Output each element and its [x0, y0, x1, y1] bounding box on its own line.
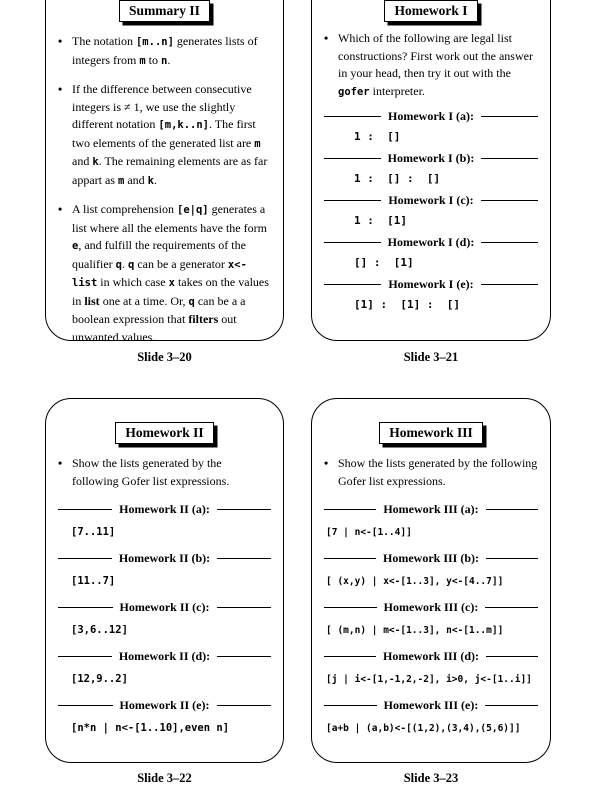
code-expression: 1 : [] : []	[354, 172, 441, 185]
code-expression: [12,9..2]	[71, 673, 128, 685]
slide-body	[312, 30, 550, 311]
rule-line	[58, 558, 112, 559]
slide-body	[312, 455, 550, 735]
slide-title-box	[384, 0, 477, 22]
rule-line	[58, 509, 112, 510]
bullet-item	[58, 201, 271, 346]
slide-caption: Slide 3–20	[137, 350, 192, 364]
slide-caption: Slide 3–22	[137, 771, 192, 785]
bullet-icon: •	[58, 456, 63, 470]
bullet-text: Which of the following are legal list constructions? First work out the answer in your head, then try it out with the gofer interpreter.	[338, 31, 533, 98]
bullet-text: Show the lists generated by the following Gofer list expressions.	[338, 456, 538, 488]
rule-line	[217, 509, 271, 510]
bullet-text: A list comprehension [e|q] generates a list where all the elements have the form e, and fulfill the requirements of the qualifier q. q can be a generator x<-list in which case x takes on the values in list one at a time. Or, q can be a a boolean expression that filters out unwanted values.	[72, 202, 269, 344]
rule-line	[217, 607, 272, 608]
section-header	[58, 649, 271, 664]
section-label: Homework III (d):	[383, 649, 479, 663]
rule-line	[481, 284, 538, 285]
rule-line	[481, 200, 538, 201]
rule-line	[324, 607, 377, 608]
section-header	[324, 151, 538, 166]
bullet-text: Show the lists generated by the following Gofer list expressions.	[72, 456, 230, 488]
section-header	[58, 698, 271, 713]
slide-homework-1	[311, 0, 551, 341]
bullet-icon: •	[58, 34, 63, 48]
section-header	[324, 277, 538, 292]
section-header	[58, 551, 271, 566]
bullet-icon: •	[324, 456, 329, 470]
code-expression: [ (x,y) | x<-[1..3], y<-[4..7]]	[326, 576, 504, 587]
rule-line	[486, 656, 538, 657]
section-header	[324, 551, 538, 566]
slide-homework-3	[311, 398, 551, 763]
rule-line	[324, 656, 376, 657]
bullet-item	[58, 81, 271, 190]
rule-line	[324, 284, 381, 285]
section-label: Homework III (e):	[383, 698, 479, 712]
bullet-text: The notation [m..n] generates lists of integers from m to n.	[72, 34, 258, 67]
code-expression: [7..11]	[71, 526, 116, 538]
section-label: Homework II (c):	[119, 600, 210, 614]
section-label: Homework I (b):	[387, 151, 475, 165]
slide-title-box	[119, 0, 210, 22]
slide-title: Summary II	[129, 3, 200, 18]
rule-line	[217, 705, 272, 706]
code-expression: [3,6..12]	[71, 624, 128, 636]
code-expression: [n*n | n<-[1..10],even n]	[71, 722, 230, 734]
rule-line	[485, 607, 538, 608]
code-expression: [j | i<-[1,-1,2,-2], i>0, j<-[1..i]]	[326, 674, 532, 685]
slide-title-box	[379, 422, 483, 444]
section-header	[324, 649, 538, 664]
code-expression: [11..7]	[71, 575, 116, 587]
rule-line	[217, 656, 271, 657]
section-label: Homework II (a):	[119, 502, 210, 516]
rule-line	[324, 558, 376, 559]
slide-title: Homework I	[394, 3, 468, 18]
section-label: Homework II (b):	[118, 551, 211, 565]
bullet-item	[324, 455, 538, 490]
slide-homework-2	[45, 398, 284, 763]
rule-line	[217, 558, 271, 559]
code-expression: [7 | n<-[1..4]]	[326, 527, 412, 538]
section-label: Homework III (a):	[383, 502, 479, 516]
section-header	[58, 600, 271, 615]
slide-caption: Slide 3–23	[403, 771, 459, 785]
slide-title: Homework III	[389, 425, 473, 440]
code-expression: [ (m,n) | m<-[1..3], n<-[1..m]]	[326, 625, 504, 636]
bullet-item	[324, 30, 538, 101]
rule-line	[324, 158, 381, 159]
section-label: Homework III (c):	[383, 600, 479, 614]
section-label: Homework I (a):	[388, 109, 474, 123]
section-label: Homework I (e):	[388, 277, 474, 291]
section-header	[324, 698, 538, 713]
slide-summary-2	[45, 0, 284, 344]
code-expression: 1 : []	[354, 130, 401, 143]
section-header	[324, 235, 538, 250]
section-header	[58, 502, 271, 517]
code-expression: [] : [1]	[354, 256, 414, 269]
bullet-item	[58, 33, 271, 70]
bullet-icon: •	[58, 202, 63, 216]
bullet-icon: •	[324, 31, 329, 45]
bullet-icon: •	[58, 82, 63, 96]
code-expression: 1 : [1]	[354, 214, 407, 227]
code-expression: [1] : [1] : []	[354, 298, 460, 311]
section-label: Homework III (b):	[383, 551, 479, 565]
bullet-text: If the difference between consecutive integers is ≠ 1, we use the slightly different notation [m,k..n]. The first two elements of the generated list are m and k. The remaining elements are as far appart as m and k.	[72, 82, 268, 187]
section-header	[324, 502, 538, 517]
rule-line	[481, 158, 538, 159]
section-header	[324, 109, 538, 124]
rule-line	[324, 242, 381, 243]
slide-body	[46, 33, 283, 346]
rule-line	[324, 509, 376, 510]
slide-title: Homework II	[125, 425, 204, 440]
section-label: Homework II (e):	[119, 698, 210, 712]
rule-line	[324, 116, 381, 117]
rule-line	[486, 558, 538, 559]
rule-line	[324, 200, 381, 201]
section-label: Homework I (c):	[388, 193, 474, 207]
slide-title-box	[115, 422, 213, 444]
rule-line	[485, 705, 538, 706]
rule-line	[58, 705, 113, 706]
section-header	[324, 600, 538, 615]
slide-caption: Slide 3–21	[403, 350, 459, 364]
rule-line	[324, 705, 377, 706]
section-header	[324, 193, 538, 208]
rule-line	[58, 656, 112, 657]
rule-line	[481, 242, 538, 243]
rule-line	[486, 509, 538, 510]
section-label: Homework I (d):	[387, 235, 475, 249]
section-label: Homework II (d):	[118, 649, 211, 663]
rule-line	[481, 116, 538, 117]
slide-body	[46, 455, 283, 735]
rule-line	[58, 607, 113, 608]
bullet-item	[58, 455, 271, 490]
code-expression: [a+b | (a,b)<-[(1,2),(3,4),(5,6)]]	[326, 723, 521, 734]
